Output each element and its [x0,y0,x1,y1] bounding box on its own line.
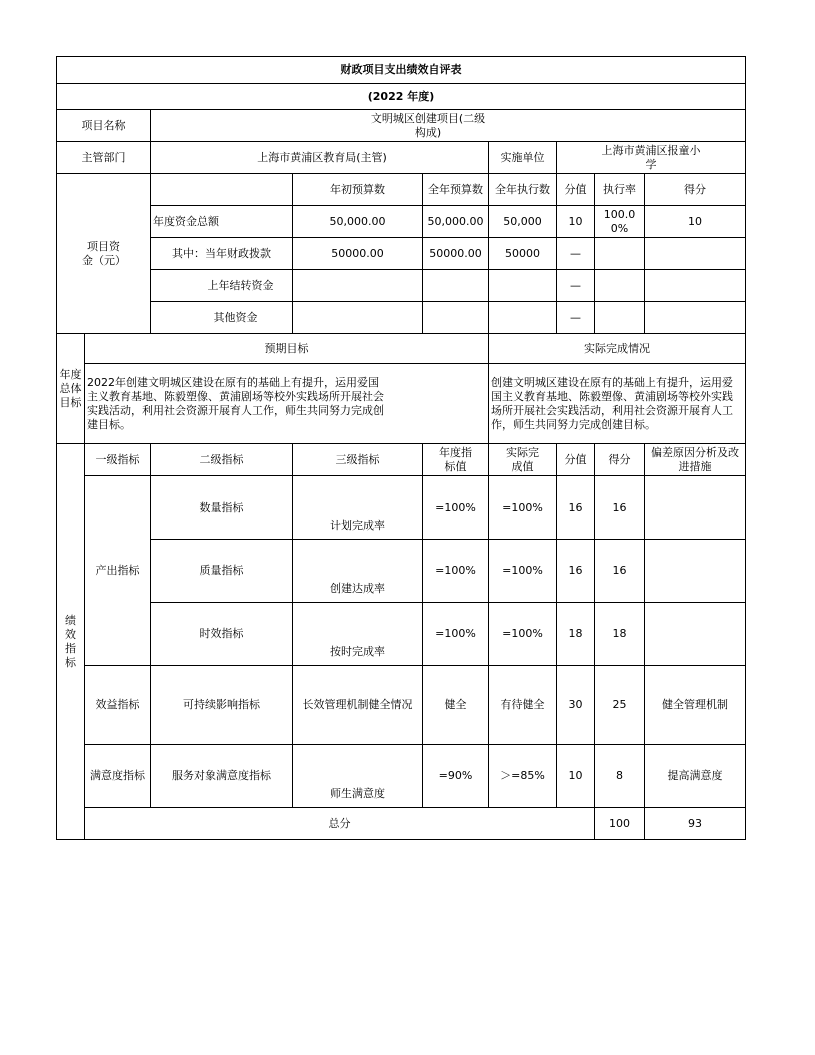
funds-score-value: — [557,270,595,302]
perf-actual: ＞=85% [489,745,557,808]
funds-row-label: 其他资金 [151,302,293,334]
perf-score: 25 [595,666,645,745]
funds-score: 10 [645,206,746,238]
perf-row [57,745,746,808]
funds-score-value: — [557,302,595,334]
funds-header: 得分 [645,174,746,206]
funds-executed [489,270,557,302]
funds-row [57,206,746,238]
funds-rate: 100.00% [595,206,645,238]
impl-label: 实施单位 [489,142,557,174]
perf-header: 实际完成值 [489,444,557,476]
funds-executed: 50000 [489,238,557,270]
funds-initial: 50000.00 [293,238,423,270]
perf-l3: 计划完成率 [293,476,423,540]
perf-score: 16 [595,540,645,603]
table-title: 财政项目支出绩效自评表 [57,57,746,84]
perf-header: 年度指标值 [423,444,489,476]
total-label: 总分 [85,808,595,840]
perf-target: =100% [423,476,489,540]
perf-actual: =100% [489,476,557,540]
perf-header: 偏差原因分析及改进措施 [645,444,746,476]
actual-goal-text: 创建文明城区建设在原有的基础上有提升，运用爱国主义教育基地、陈毅塑像、黄浦剧场等校外实践场所开展社会实践活动，利用社会资源开展育人工作，师生共同努力完成创建目标。 [489,364,746,444]
satisfaction-indicator-label: 满意度指标 [85,745,151,808]
project-name-value: 文明城区创建项目(二级构成) [151,110,746,142]
perf-label: 绩效指标 [57,444,85,840]
total-value: 100 [595,808,645,840]
perf-l2: 服务对象满意度指标 [151,745,293,808]
perf-l2: 可持续影响指标 [151,666,293,745]
funds-annual [423,302,489,334]
funds-row-label: 其中：当年财政拨款 [151,238,293,270]
dept-label: 主管部门 [57,142,151,174]
funds-row [57,238,746,270]
perf-header: 三级指标 [293,444,423,476]
perf-actual: =100% [489,540,557,603]
actual-goal-label: 实际完成情况 [489,334,746,364]
funds-row [57,302,746,334]
funds-row-label: 上年结转资金 [151,270,293,302]
funds-initial [293,302,423,334]
perf-score: 18 [595,603,645,666]
funds-annual: 50,000.00 [423,206,489,238]
funds-header-blank [151,174,293,206]
funds-header: 全年预算数 [423,174,489,206]
project-name-label: 项目名称 [57,110,151,142]
self-evaluation-table [56,56,746,840]
perf-row [57,603,746,666]
perf-target: =90% [423,745,489,808]
perf-header: 得分 [595,444,645,476]
perf-value: 18 [557,603,595,666]
funds-annual [423,270,489,302]
perf-value: 10 [557,745,595,808]
funds-annual: 50000.00 [423,238,489,270]
perf-target: =100% [423,540,489,603]
perf-l2: 时效指标 [151,603,293,666]
perf-note [645,603,746,666]
goals-label: 年度总体目标 [57,334,85,444]
perf-header: 二级指标 [151,444,293,476]
funds-score-value: 10 [557,206,595,238]
funds-rate [595,270,645,302]
perf-l3: 创建达成率 [293,540,423,603]
table-year: (2022 年度) [57,84,746,110]
funds-rate [595,302,645,334]
perf-l3: 长效管理机制健全情况 [293,666,423,745]
funds-score [645,302,746,334]
funds-header: 分值 [557,174,595,206]
perf-header: 一级指标 [85,444,151,476]
perf-value: 16 [557,540,595,603]
expected-goal-text: 2022年创建文明城区建设在原有的基础上有提升，运用爱国主义教育基地、陈毅塑像、黄浦剧场等校外实践场所开展社会实践活动，利用社会资源开展育人工作，师生共同努力完成创建目标。 [85,364,489,444]
funds-score [645,270,746,302]
perf-value: 16 [557,476,595,540]
perf-note: 提高满意度 [645,745,746,808]
perf-header: 分值 [557,444,595,476]
funds-score [645,238,746,270]
perf-score: 8 [595,745,645,808]
perf-note [645,476,746,540]
funds-executed: 50,000 [489,206,557,238]
total-score: 93 [645,808,746,840]
perf-note: 健全管理机制 [645,666,746,745]
perf-score: 16 [595,476,645,540]
funds-initial: 50,000.00 [293,206,423,238]
perf-row [57,666,746,745]
funds-rate [595,238,645,270]
funds-row [57,270,746,302]
perf-l2: 数量指标 [151,476,293,540]
perf-row [57,540,746,603]
perf-l3: 师生满意度 [293,745,423,808]
perf-l2: 质量指标 [151,540,293,603]
perf-actual: 有待健全 [489,666,557,745]
funds-initial [293,270,423,302]
funds-executed [489,302,557,334]
perf-note [645,540,746,603]
funds-score-value: — [557,238,595,270]
dept-value: 上海市黄浦区教育局(主管) [151,142,489,174]
perf-row [57,476,746,540]
perf-actual: =100% [489,603,557,666]
funds-row-label: 年度资金总额 [151,206,293,238]
perf-value: 30 [557,666,595,745]
funds-label: 项目资金（元） [57,174,151,334]
expected-goal-label: 预期目标 [85,334,489,364]
funds-header: 年初预算数 [293,174,423,206]
funds-header: 执行率 [595,174,645,206]
funds-header: 全年执行数 [489,174,557,206]
benefit-indicator-label: 效益指标 [85,666,151,745]
perf-l3: 按时完成率 [293,603,423,666]
impl-value: 上海市黄浦区报童小学 [557,142,746,174]
perf-target: =100% [423,603,489,666]
perf-target: 健全 [423,666,489,745]
output-indicator-label: 产出指标 [85,476,151,666]
